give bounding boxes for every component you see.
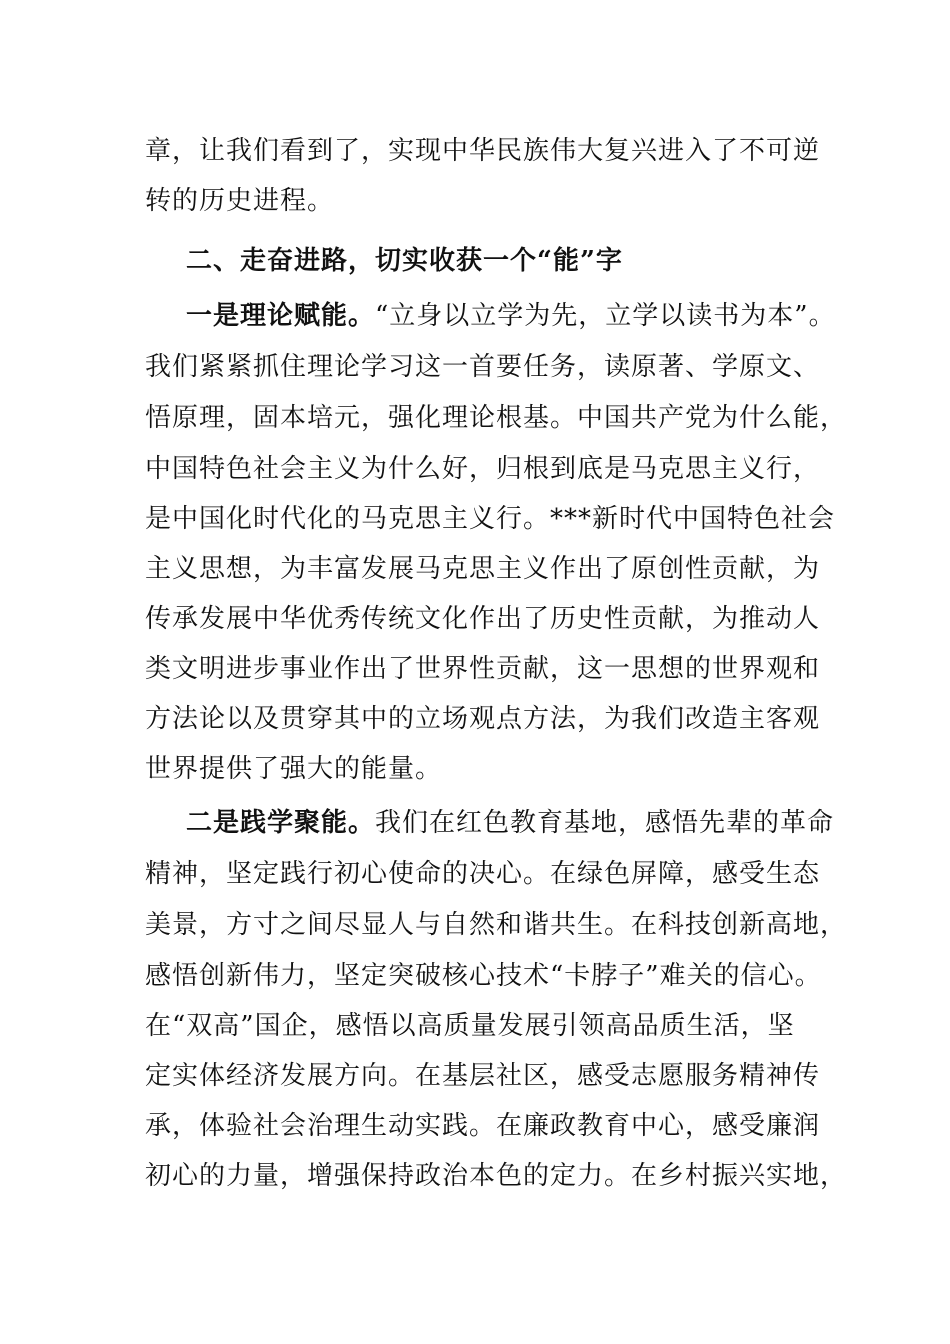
paragraph-line: 方法论以及贯穿其中的立场观点方法，为我们改造主客观: [145, 704, 821, 734]
paragraph-first-line: [186, 299, 836, 333]
paragraph-line: 传承发展中华优秀传统文化作出了历史性贡献，为推动人: [145, 604, 821, 634]
paragraph-lead: 一是理论赋能。: [186, 301, 376, 331]
paragraph-line: 初心的力量，增强保持政治本色的定力。在乡村振兴实地，: [145, 1161, 848, 1191]
paragraph-line: 主义思想，为丰富发展马克思主义作出了原创性贡献，为: [145, 554, 821, 584]
paragraph-line: 世界提供了强大的能量。: [145, 754, 443, 784]
paragraph-line: 章，让我们看到了，实现中华民族伟大复兴进入了不可逆: [145, 136, 821, 166]
paragraph-first-line: [186, 806, 834, 840]
paragraph-line: 我们紧紧抓住理论学习这一首要任务，读原著、学原文、: [145, 352, 821, 382]
paragraph-line: 类文明进步事业作出了世界性贡献，这一思想的世界观和: [145, 654, 821, 684]
paragraph-line: 是中国化时代化的马克思主义行。***新时代中国特色社会: [145, 504, 836, 534]
paragraph-line: 精神，坚定践行初心使命的决心。在绿色屏障，感受生态: [145, 859, 821, 889]
paragraph-line: 美景，方寸之间尽显人与自然和谐共生。在科技创新高地，: [145, 910, 848, 940]
paragraph-line: 在“双高”国企，感悟以高质量发展引领高品质生活，坚: [145, 1011, 795, 1041]
paragraph-line: 转的历史进程。: [145, 186, 335, 216]
paragraph-line: 定实体经济发展方向。在基层社区，感受志愿服务精神传: [145, 1061, 821, 1091]
paragraph-line: 感悟创新伟力，坚定突破核心技术“卡脖子”难关的信心。: [145, 961, 822, 991]
paragraph-lead: 二是践学聚能。: [186, 808, 376, 838]
paragraph-text: “立身以立学为先，立学以读书为本”。: [375, 301, 836, 331]
paragraph-line: 承，体验社会治理生动实践。在廉政教育中心，感受廉润: [145, 1111, 821, 1141]
paragraph-line: 中国特色社会主义为什么好，归根到底是马克思主义行，: [145, 454, 821, 484]
paragraph-line: 悟原理，固本培元，强化理论根基。中国共产党为什么能，: [145, 403, 848, 433]
section-heading: 二、走奋进路，切实收获一个“能”字: [186, 246, 623, 276]
paragraph-text: 我们在红色教育基地，感悟先辈的革命: [375, 808, 835, 838]
